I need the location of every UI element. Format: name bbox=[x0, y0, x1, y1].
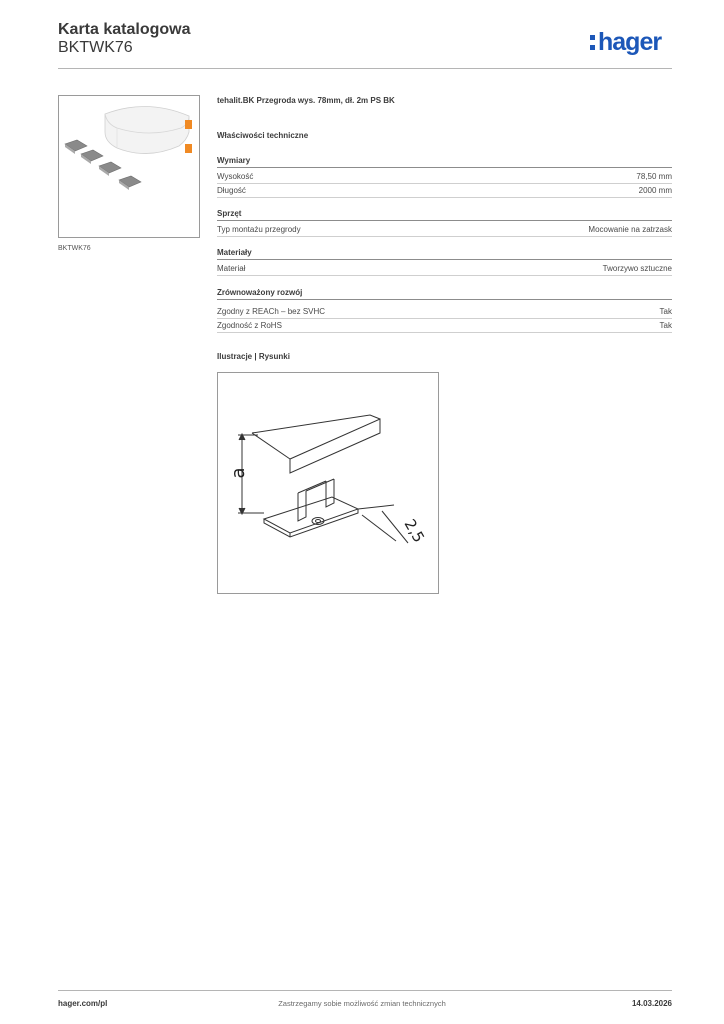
group-heading-materials: Materiały bbox=[217, 248, 672, 260]
table-row bbox=[217, 318, 672, 333]
tech-heading: Właściwości techniczne bbox=[217, 131, 309, 140]
dimension-label-thickness: 2,5 bbox=[400, 516, 429, 546]
row-value: Tak bbox=[659, 320, 672, 330]
row-label: Typ montażu przegrody bbox=[217, 224, 301, 234]
product-image bbox=[58, 95, 200, 238]
illustrations-heading: Ilustracje | Rysunki bbox=[217, 352, 290, 361]
product-photo-icon bbox=[59, 96, 199, 237]
product-image-caption: BKTWK76 bbox=[58, 245, 91, 252]
table-row bbox=[217, 169, 672, 184]
product-title: tehalit.BK Przegroda wys. 78mm, dł. 2m PS BK bbox=[217, 96, 395, 105]
group-heading-dimensions: Wymiary bbox=[217, 156, 672, 168]
product-code-heading: BKTWK76 bbox=[58, 39, 133, 56]
row-label: Materiał bbox=[217, 263, 246, 273]
group-heading-hardware: Sprzęt bbox=[217, 209, 672, 221]
row-label: Zgodność z RoHS bbox=[217, 320, 282, 330]
row-value: 78,50 mm bbox=[636, 171, 672, 181]
footer-website-link[interactable]: hager.com/pl bbox=[58, 999, 108, 1008]
row-label: Wysokość bbox=[217, 171, 254, 181]
row-value: 2000 mm bbox=[638, 185, 672, 195]
technical-drawing bbox=[217, 372, 439, 594]
footer-disclaimer: Zastrzegamy sobie możliwość zmian technicznych bbox=[278, 999, 446, 1008]
row-value: Tworzywo sztuczne bbox=[602, 263, 672, 273]
table-row bbox=[217, 183, 672, 198]
row-value: Mocowanie na zatrzask bbox=[588, 224, 672, 234]
header-divider bbox=[58, 68, 672, 69]
table-row bbox=[217, 304, 672, 319]
logo-dots-icon bbox=[590, 35, 595, 50]
hager-logo bbox=[590, 26, 661, 58]
row-label: Zgodny z REACh – bez SVHC bbox=[217, 306, 326, 316]
group-heading-sustainability: Zrównoważony rozwój bbox=[217, 288, 672, 300]
row-label: Długość bbox=[217, 185, 246, 195]
table-row bbox=[217, 222, 672, 237]
row-value: Tak bbox=[659, 306, 672, 316]
table-row bbox=[217, 261, 672, 276]
drawing-icon bbox=[218, 373, 438, 593]
dimension-label-a: a bbox=[228, 467, 249, 479]
footer-divider bbox=[58, 990, 672, 991]
logo-text: hager bbox=[598, 27, 662, 56]
page-title: Karta katalogowa bbox=[58, 21, 191, 38]
footer-date: 14.03.2026 bbox=[631, 999, 672, 1008]
